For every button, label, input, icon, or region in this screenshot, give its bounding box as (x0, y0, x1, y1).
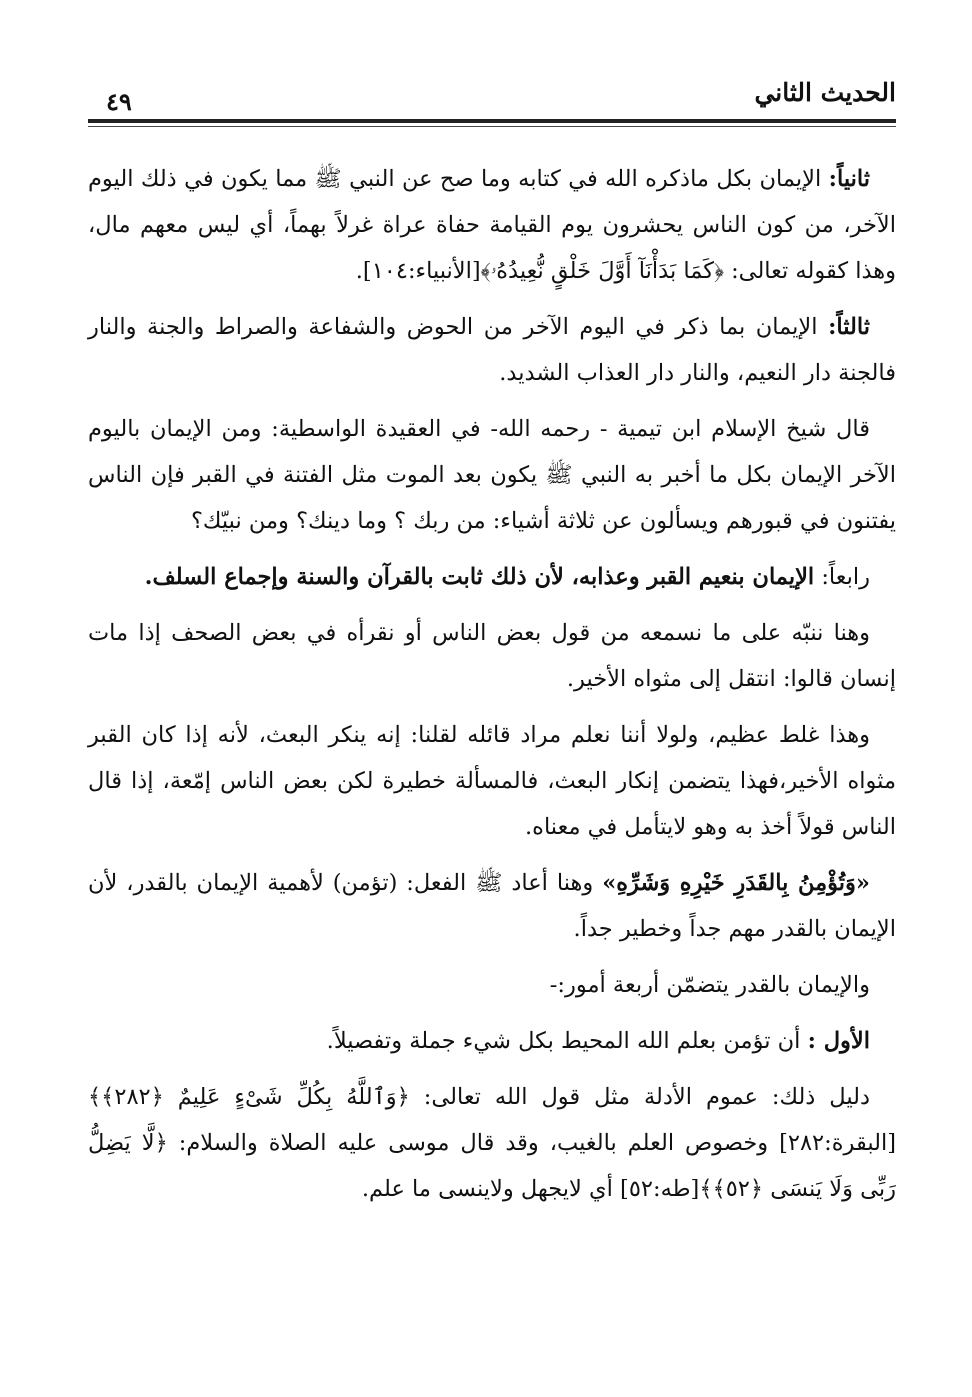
paragraph-qadar (88, 860, 896, 952)
paragraph-lead: رابعاً: (814, 564, 870, 590)
paragraph-text: قال شيخ الإسلام ابن تيمية - رحمه الله- في العقيدة الواسطية: ومن الإيمان باليوم الآخر الإيمان بكل ما أخبر به النبي ﷺ يكون بعد الموت مثل الفتنة في القبر فإن الناس يفتنون في قبورهم ويسألون عن ثلاثة أشياء: من ربك ؟ وما دينك؟ ومن نبيّك؟ (88, 416, 896, 534)
paragraph-warning (88, 610, 896, 702)
quran-verse: ﴿كَمَا بَدَأْنَآ أَوَّلَ خَلْقٍ نُّعِيدُهُۥ﴾ (480, 258, 724, 284)
paragraph-fourthly (88, 554, 896, 600)
body-text (88, 156, 896, 1222)
paragraph-text: وهنا ننبّه على ما نسمعه من قول بعض الناس أو نقرأه في بعض الصحف إذا مات إنسان قالوا: انتقل إلى مثواه الأخير. (88, 620, 896, 692)
page-number: ٤٩ (106, 87, 132, 116)
header-rule-thin (88, 126, 896, 127)
paragraph-four-matters (88, 962, 896, 1008)
hadith-quote: «وَتُؤْمِنُ بِالقَدَرِ خَيْرِهِ وَشَرِّهِ» (602, 870, 870, 896)
paragraph-text: دليل ذلك: عموم الأدلة مثل قول الله تعالى: (409, 1084, 870, 1110)
verse-reference: [الأنبياء:١٠٤]. (355, 258, 481, 284)
running-title: الحديث الثاني (754, 78, 896, 107)
paragraph-text: الإيمان بنعيم القبر وعذابه، لأن ذلك ثابت بالقرآن والسنة وإجماع السلف. (144, 564, 815, 590)
paragraph-text: والإيمان بالقدر يتضمّن أربعة أمور:- (549, 972, 870, 998)
header-rule-thick (88, 119, 896, 123)
paragraph-text: الإيمان بكل ماذكره الله في كتابه وما صح عن النبي ﷺ مما يكون في ذلك اليوم الآخر، من كون الناس يحشرون يوم القيامة حفاة عراة غرلاً بهماً، أي ليس معهم مال، وهذا كقوله تعالى: (88, 166, 896, 284)
paragraph-evidence (88, 1074, 896, 1212)
paragraph-text: أن تؤمن بعلم الله المحيط بكل شيء جملة وتفصيلاً. (326, 1028, 808, 1054)
quran-verse: ﴿لَّا يَضِلُّ رَبِّى وَلَا يَنسَى ﴿٥٢﴾﴾ (88, 1130, 896, 1202)
paragraph-text: [البقرة:٢٨٢] وخصوص العلم بالغيب، وقد قال موسى عليه الصلاة والسلام: (167, 1130, 896, 1156)
paragraph-text: الإيمان بما ذكر في اليوم الآخر من الحوض والشفاعة والصراط والجنة والنار فالجنة دار النعيم، والنار دار العذاب الشديد. (88, 314, 896, 386)
paragraph-text: [طه:٥٢] أي لايجهل ولاينسى ما علم. (361, 1176, 700, 1202)
paragraph-ibn-taymiyyah-quote (88, 406, 896, 544)
paragraph-first-matter (88, 1018, 896, 1064)
paragraph-lead: الأول : (807, 1028, 870, 1054)
paragraph-great-error (88, 712, 896, 850)
paragraph-thirdly (88, 304, 896, 396)
paragraph-lead: ثانياً: (828, 166, 870, 192)
quran-verse: ﴿وَٱللَّهُ بِكُلِّ شَىْءٍ عَلِيمٌ ﴿٢٨٢﴾﴾ (88, 1084, 410, 1110)
page-header (88, 76, 896, 116)
paragraph-text: وهنا أعاد ﷺ الفعل: (تؤمن) لأهمية الإيمان بالقدر، لأن الإيمان بالقدر مهم جداً وخطير جداً. (88, 870, 896, 942)
paragraph-secondly (88, 156, 896, 294)
paragraph-text: وهذا غلط عظيم، ولولا أننا نعلم مراد قائله لقلنا: إنه ينكر البعث، لأنه إذا كان القبر مثواه الأخير،فهذا يتضمن إنكار البعث، فالمسألة خطيرة لكن بعض الناس إمّعة، إذا قال الناس قولاً أخذ به وهو لايتأمل في معناه. (88, 722, 896, 840)
paragraph-lead: ثالثاً: (828, 314, 870, 340)
